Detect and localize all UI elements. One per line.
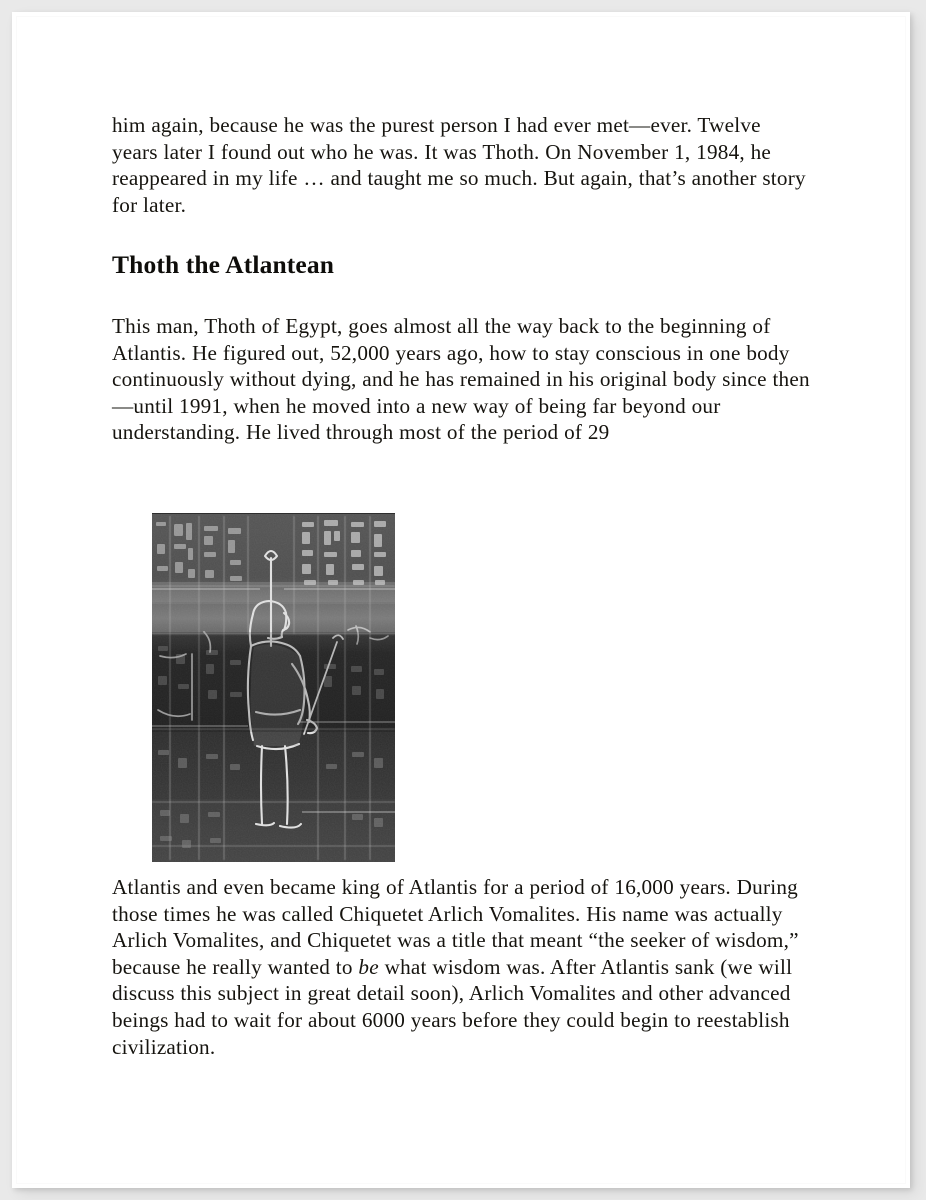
relief-illustration bbox=[152, 514, 395, 862]
paragraph-tail-segment-1: Atlantis and even became king of Atlantis for a period of 16,000 years. During those times he was called Chiquetet Arlich Vomalites. His name was actually Arlich Vomalites, and Chiquetet was a title that meant “the seeker of wisdom,” because he really wanted to bbox=[112, 875, 799, 979]
section-heading: Thoth the Atlantean bbox=[112, 250, 335, 279]
paragraph-intro: him again, because he was the purest person I had ever met—ever. Twelve years later I found out who he was. It was Thoth. On November 1, 1984, he reappeared in my life … and taught me so much. But again, that’s another story for later. bbox=[112, 113, 806, 217]
paragraph-body: This man, Thoth of Egypt, goes almost all the way back to the beginning of Atlantis. He figured out, 52,000 years ago, how to stay conscious in one body continuously without dying, and he has remained in his original body since then—until 1991, when he moved into a new way of being far beyond our understanding. He lived through most of the period of 29 bbox=[112, 314, 810, 445]
page-sheet bbox=[12, 12, 910, 1188]
egyptian-relief-image bbox=[152, 513, 395, 862]
paragraph-tail-emphasis: be bbox=[358, 954, 379, 979]
document-content bbox=[112, 112, 810, 1059]
paragraph-tail bbox=[112, 874, 807, 1060]
paragraph-tail-segment-2: what wisdom was. After Atlantis sank (we will discuss this subject in great detail soon), Arlich Vomalites and other advanced beings had to wait for about 6000 years before they could begin to reestablish civilization. bbox=[112, 954, 793, 1059]
